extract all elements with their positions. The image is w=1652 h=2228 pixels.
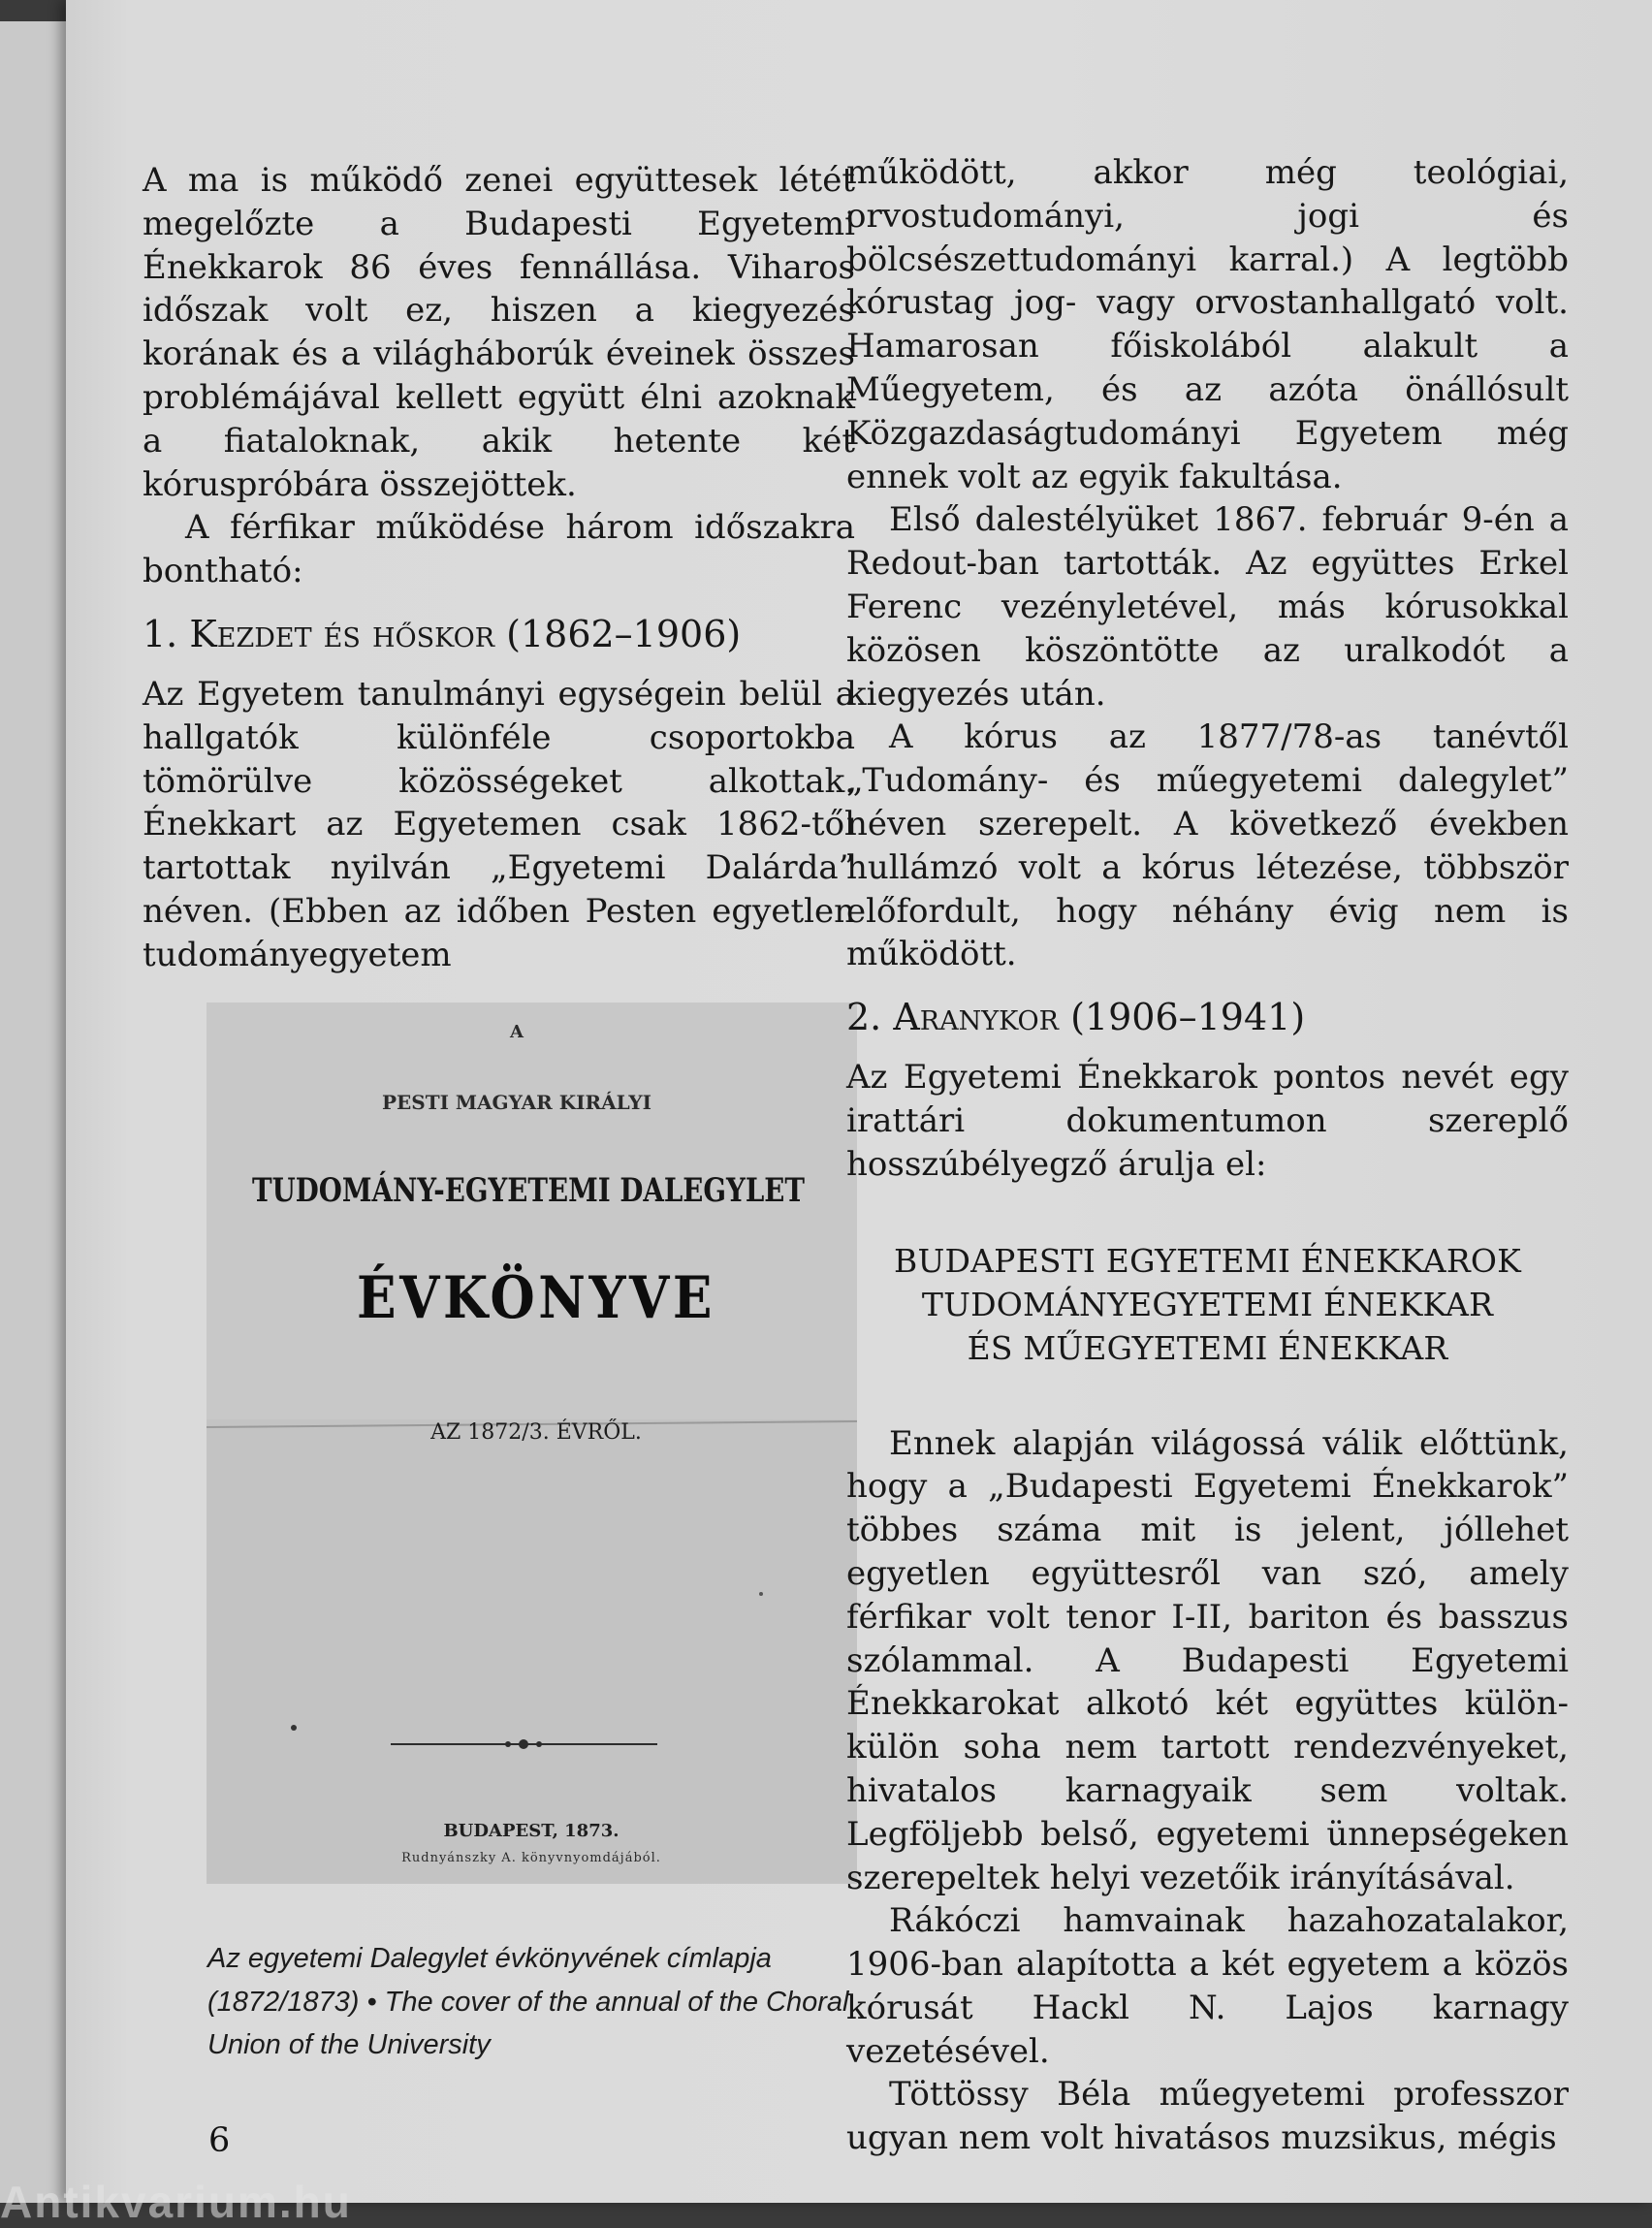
right-paragraph-4: Ennek alapján világossá válik előttünk, hogy a „Budapesti Egyetemi Énekkarok” többes száma mit is jelent, jóllehet egyetlen együttesről van szó, amely férfikar volt tenor I-II, bariton és basszus szólammal. A Budapesti Egyetemi Énekkarokat alkotó két együttes külön-külön soha nem tartott rendezvényeket, hivatalos karnagyaik sem voltak. Legföljebb belső, egyetemi ünnepségeken szerepeltek helyi vezetőik irányításával. bbox=[846, 1423, 1569, 1897]
heading-years: (1862–1906) bbox=[506, 612, 742, 655]
cover-line-4: AZ 1872/3. ÉVRŐL. bbox=[430, 1420, 642, 1445]
heading-title: Aranykor bbox=[893, 996, 1059, 1039]
yearbook-cover-photo bbox=[206, 1003, 931, 1884]
right-paragraph-5: Rákóczi hamvainak hazahozatalakor, 1906-ban alapította a két egyetem a közös kórusát Hackl N. Lajos karnagy vezetésével. bbox=[846, 1901, 1569, 2071]
right-paragraph-1: működött, akkor még teológiai, orvostudományi, jogi és bölcsészettudományi karral.) A legtöbb kórustag jog- vagy orvostanhallgató volt. Hamarosan főiskolából alakult a Műegyetem, és az azóta önállósult Közgazdaságtudományi Egyetem még ennek volt az egyik fakultása. bbox=[846, 153, 1569, 496]
section2-paragraph: Az Egyetemi Énekkarok pontos nevét egy irattári dokumentumon szereplő hosszúbélyegző árulja el: bbox=[846, 1058, 1569, 1184]
right-paragraph-3: A kórus az 1877/78-as tanévtől „Tudomány- és műegyetemi dalegylet” néven szerepelt. A következő években hullámzó volt a kórus létezése, többször előfordult, hogy néhány évig nem is működött. bbox=[846, 717, 1569, 974]
section1-paragraph: Az Egyetem tanulmányi egységein belül a hallgatók különféle csoportokba tömörülve közösségeket alkottak. Énekkart az Egyetemen csak 1862-től tartottak nyilván „Egyetemi Dalárda” néven. (Ebben az időben Pesten egyetlen tudományegyetem bbox=[143, 674, 855, 974]
heading-number: 1. bbox=[143, 612, 178, 655]
cover-line-6: Rudnyánszky A. könyvnyomdájából. bbox=[401, 1851, 661, 1865]
heading-title: Kezdet és hőskor bbox=[189, 612, 495, 655]
page-number: 6 bbox=[208, 2121, 231, 2160]
right-column bbox=[846, 151, 1569, 2160]
periods-paragraph: A férfikar működése három időszakra bontható: bbox=[143, 508, 855, 591]
stamp-line: ÉS MŰEGYETEMI ÉNEKKAR bbox=[967, 1328, 1448, 1367]
cover-line-2: TUDOMÁNY-EGYETEMI DALEGYLET bbox=[252, 1171, 931, 1210]
cover-line-5: BUDAPEST, 1873. bbox=[443, 1821, 620, 1841]
intro-paragraph: A ma is működő zenei együttesek létét megelőzte a Budapesti Egyetemi Énekkarok 86 éves fennállása. Viharos időszak volt ez, hiszen a kiegyezés korának és a világháborúk éveinek összes problémájával kellett együtt élni azoknak a fiataloknak, akik hetente két kóruspróbára összejöttek. bbox=[143, 161, 855, 504]
figure-caption: Az egyetemi Dalegylet évkönyvének címlapja (1872/1873) • The cover of the annual of the Choral Union of the University bbox=[207, 1943, 849, 2060]
cover-line-1: PESTI MAGYAR KIRÁLYI bbox=[381, 1091, 652, 1114]
stamp-text bbox=[846, 1239, 1569, 1370]
cover-article: A bbox=[510, 1022, 524, 1042]
heading-number: 2. bbox=[846, 996, 882, 1039]
section-heading-2 bbox=[846, 990, 1569, 1044]
section-heading-1 bbox=[143, 607, 855, 661]
heading-years: (1906–1941) bbox=[1070, 996, 1306, 1039]
stamp-line: BUDAPESTI EGYETEMI ÉNEKKAROK bbox=[894, 1241, 1521, 1280]
yearbook-cover-svg bbox=[206, 1003, 931, 1884]
right-paragraph-6: Töttössy Béla műegyetemi professzor ugyan nem volt hivatásos muzsikus, mégis bbox=[846, 2075, 1569, 2158]
right-paragraph-2: Első dalestélyüket 1867. február 9-én a Redout-ban tartották. Az együttes Erkel Ferenc vezényletével, más kórusokkal közösen köszöntötte az uralkodót a kiegyezés után. bbox=[846, 500, 1569, 714]
watermark: Antikvarium.hu bbox=[0, 2177, 352, 2227]
cover-line-3: ÉVKÖNYVE bbox=[357, 1264, 762, 1332]
left-column bbox=[143, 159, 855, 977]
stamp-line: TUDOMÁNYEGYETEMI ÉNEKKAR bbox=[921, 1285, 1494, 1323]
